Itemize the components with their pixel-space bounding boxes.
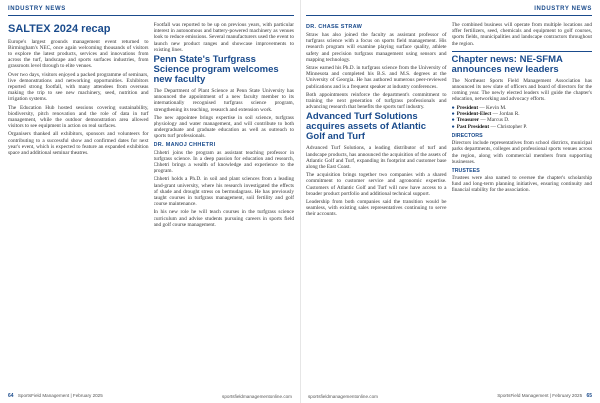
page-number: 64 xyxy=(8,393,14,399)
right-page xyxy=(300,0,600,403)
article-headline: Chapter news: NE-SFMA announces new leaders xyxy=(451,53,563,75)
left-col-2 xyxy=(154,22,295,392)
article-paragraph: Footfall was reported to be up on previous years, with particular interest in autonomous and battery-powered machinery as venues look to reduce emissions. Several manufacturers used the event to launch new product ranges and showcase improvements to existing lines. xyxy=(153,22,294,53)
left-columns xyxy=(8,22,294,392)
right-col-2 xyxy=(452,22,593,392)
article-paragraph: The Education Hub hosted sessions covering sustainability, biodiversity, pitch renovation and the role of data in turf management, while the outdoor demonstration area allowed visitors to see equipment in action on real surfaces. xyxy=(8,104,149,130)
article-paragraph: Organisers thanked all exhibitors, sponsors and volunteers for contributing to a successful show and confirmed dates for next year's event, which is expected to feature an expanded exhibition space and additional seminar theatres. xyxy=(8,131,149,156)
magazine-name: SportsField Management | February 2025 xyxy=(497,393,583,398)
list-item: ● Treasurer — Marcus D. xyxy=(451,117,510,124)
article-paragraph: Chhetri holds a Ph.D. in soil and plant sciences from a leading land-grant university, where his research investigated the effects of shade and drought stress on bermudagrass. He has previously taught courses in turfgrass management, soil fertility and golf course maintenance. xyxy=(153,176,294,208)
section-tag: INDUSTRY NEWS xyxy=(8,5,66,12)
bullet-icon: ● xyxy=(451,104,455,111)
list-item: ● Past President — Christopher P. xyxy=(451,123,528,130)
officer-role: President xyxy=(456,104,479,111)
article-paragraph: The acquisition brings together two companies with a shared commitment to customer service and agronomic expertise. Customers of Atlantic Golf and Turf will now have access to a broader product portfolio and additional technical support. xyxy=(306,172,447,197)
website-link[interactable]: sportsfieldmanagementonline.com xyxy=(308,393,378,399)
bullet-icon: ● xyxy=(451,110,455,117)
article-paragraph: Advanced Turf Solutions, a leading distributor of turf and landscape products, has announced the acquisition of the assets of Atlantic Golf and Turf, expanding its footprint and customer base along the East Coast. xyxy=(306,145,447,170)
list-item: ● President-Elect — Jordan R. xyxy=(451,110,520,117)
article-paragraph: Over two days, visitors enjoyed a packed programme of seminars, live demonstrations and networking opportunities. Exhibitors reported strong footfall, with many attendees from overseas making the trip to see new machinery, seed, nutrition and irrigation systems. xyxy=(8,71,149,103)
article-paragraph: Trustees were also named to oversee the chapter's scholarship fund and long-term planning initiatives, ensuring continuity and financial stability for the association. xyxy=(451,175,592,194)
section-divider xyxy=(452,51,593,52)
right-header xyxy=(306,4,592,16)
article-paragraph: The combined business will operate from multiple locations and offer fertilizers, seed, chemicals and equipment to golf courses, sports fields, municipalities and landscape contractors throughout the region. xyxy=(451,22,592,47)
bullet-icon: ● xyxy=(451,117,455,124)
list-item: ● President — Kevin M. xyxy=(451,104,507,111)
article-paragraph: The new appointee brings expertise in soil science, turfgrass physiology and water management, and will contribute to both undergraduate and graduate education as well as outreach to sports turf professionals. xyxy=(153,114,294,140)
article-paragraph: Straw has also joined the faculty as assistant professor of turfgrass science with a focus on sports field management. His research program will examine playing surface quality, athlete safety and precision turfgrass management using sensors and mapping technology. xyxy=(306,32,447,63)
page-number: 65 xyxy=(586,393,592,399)
article-paragraph: Europe's largest grounds management event returned to Birmingham's NEC, once again welcoming thousands of visitors to explore the latest products, services and innovations from across the turf, landscape and sports surfaces industries, from grassroots level through to elite venues. xyxy=(8,38,149,70)
article-paragraph: The Department of Plant Science at Penn State University has announced the appointment of a new faculty member to its internationally recognised turfgrass science program, strengthening its teaching, research and extension work. xyxy=(153,87,294,113)
subheading: DIRECTORS xyxy=(451,133,483,140)
right-columns xyxy=(306,22,592,392)
left-footer xyxy=(8,393,292,399)
article-headline: Advanced Turf Solutions acquires assets of Atlantic Golf and Turf xyxy=(306,111,427,143)
officer-role: President-Elect xyxy=(456,110,492,117)
officer-role: Treasurer xyxy=(456,117,480,124)
officer-name: Marcus D. xyxy=(487,117,510,124)
article-headline: SALTEX 2024 recap xyxy=(8,23,111,35)
byline: DR. CHASE STRAW xyxy=(306,24,363,30)
article-paragraph: In his new role he will teach courses in the turfgrass science curriculum and advise students pursuing careers in sports field and golf course management. xyxy=(153,209,294,228)
article-paragraph: Leadership from both companies said the transition would be seamless, with existing sales representatives continuing to serve their accounts. xyxy=(306,198,447,218)
officer-name: Jordan R. xyxy=(499,110,520,117)
officer-list xyxy=(452,105,593,131)
left-header xyxy=(8,4,294,16)
officer-name: Christopher P. xyxy=(497,123,528,130)
website-link[interactable]: sportsfieldmanagementonline.com xyxy=(222,393,292,399)
left-col-1 xyxy=(8,22,149,392)
article-paragraph: The Northeast Sports Field Management Association has announced its new slate of officers and board of directors for the coming year. The newly elected leaders will guide the chapter's education, networking and advocacy efforts. xyxy=(451,77,592,103)
article-paragraph: Both appointments reinforce the department's commitment to training the next generation of turfgrass professionals and advancing research that benefits the sports turf industry. xyxy=(306,91,447,111)
article-paragraph: Chhetri joins the program as assistant teaching professor in turfgrass science. In a deep passion for education and research, Chhetri brings a wealth of knowledge and experience to the program. xyxy=(153,149,294,175)
article-headline: Penn State's Turfgrass Science program welcomes new faculty xyxy=(153,54,279,85)
officer-role: Past President xyxy=(456,123,490,130)
officer-name: Kevin M. xyxy=(486,104,507,111)
subheading: TRUSTEES xyxy=(451,168,480,174)
bullet-icon: ● xyxy=(451,123,455,130)
byline: DR. MANOJ CHHETRI xyxy=(153,141,216,148)
right-col-1 xyxy=(306,22,447,392)
page-gutter xyxy=(300,0,301,403)
right-footer xyxy=(308,393,592,399)
section-tag: INDUSTRY NEWS xyxy=(534,5,592,12)
article-paragraph: Straw earned his Ph.D. in turfgrass science from the University of Minnesota and completed his B.S. and M.S. degrees at the University of Georgia. He has authored numerous peer-reviewed publications and is a frequent speaker at industry conferences. xyxy=(306,65,447,90)
magazine-name: SportsField Management | February 2025 xyxy=(17,393,103,398)
article-paragraph: Directors include representatives from school districts, municipal parks departments, colleges and professional sports venues across the region, along with commercial members from supporting businesses. xyxy=(451,140,592,165)
